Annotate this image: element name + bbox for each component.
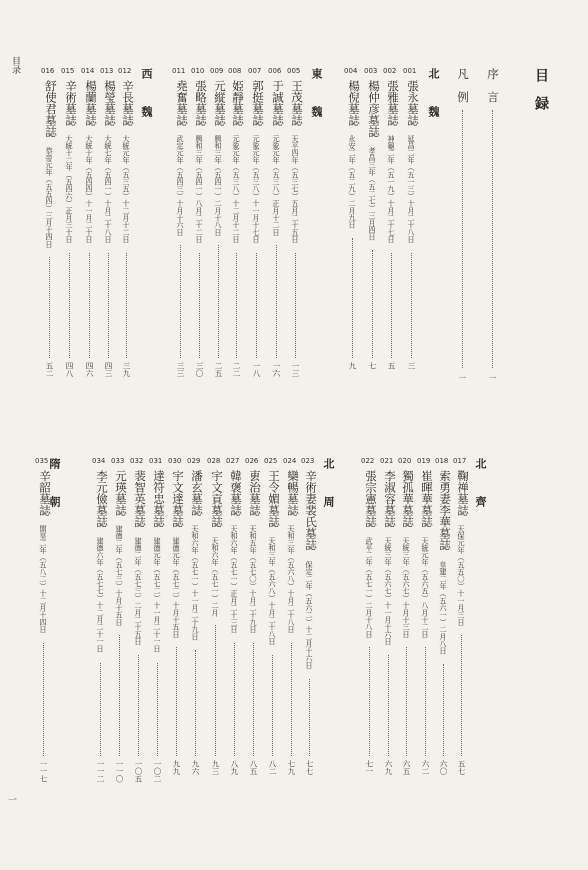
entry-page: 七 (368, 362, 377, 370)
entry-date: 天統三年（五六七）十一月十六日 (384, 537, 393, 645)
entry-date: 興和三年（五四一）八月二十二日 (195, 134, 204, 243)
dot-leader (89, 253, 90, 358)
entry-number: 008 (228, 67, 242, 75)
entry-date: 武定元年（五四三）十月十六日 (176, 134, 185, 236)
dot-leader (443, 664, 444, 756)
entry-page: 七九 (287, 760, 296, 775)
entry-page: 五二 (45, 362, 54, 377)
entry-date: 孝昌三年（五二七）三月四日 (368, 147, 377, 241)
entry-number: 019 (417, 457, 431, 465)
entry-date: 大統十年（五四四）十一月二十日 (85, 134, 94, 243)
dot-leader (462, 110, 463, 368)
entry-date: 天平四年（五三七）五月二十五日 (291, 134, 300, 243)
entry-number: 024 (283, 457, 297, 465)
entry-date: 保定二年（五六二）十二月十六日 (305, 561, 314, 670)
entry-page: 一八 (252, 362, 261, 377)
entry-date: 大統七年（五四一）十月二十八日 (104, 134, 113, 243)
dot-leader (256, 253, 257, 358)
entry-number: 033 (111, 457, 125, 465)
entry-title: 潘玄墓誌 (190, 470, 204, 516)
entry-title: 辛術墓誌 (64, 80, 78, 126)
entry-title: 達符忠墓誌 (152, 470, 166, 528)
entry-number: 035 (35, 457, 49, 465)
entry-title: 姫靜墓誌 (231, 80, 245, 126)
entry-date: 天統三年（五六七）十月十三日 (402, 537, 411, 638)
entry-date: 建德六年（五七七）十二月二十一日 (96, 537, 105, 653)
dot-leader (126, 253, 127, 358)
entry-title: 辛術妻裴氏墓誌 (304, 470, 318, 551)
entry-page: 五七 (457, 760, 466, 775)
dot-leader (199, 253, 200, 358)
entry-number: 028 (207, 457, 221, 465)
entry-date: 興和三年（五四一）二月十八日 (214, 134, 223, 236)
entry-title: 宇文達墓誌 (171, 470, 185, 528)
entry-title: 崔暉華墓誌 (420, 470, 434, 528)
entry-title: 獨孤華墓誌 (401, 470, 415, 528)
entry-title: 張略墓誌 (194, 80, 208, 126)
entry-number: 025 (264, 457, 278, 465)
dot-leader (461, 635, 462, 756)
entry-title: 李淑容墓誌 (383, 470, 397, 528)
dot-leader (119, 635, 120, 756)
entry-page: 六九 (384, 760, 393, 775)
dot-leader (406, 647, 407, 756)
entry-date: 天和六年（五七一）十一月二十九日 (191, 524, 200, 640)
entry-number: 026 (245, 457, 259, 465)
entry-title: 張永墓誌 (406, 80, 420, 126)
entry-title: 鞠禅墓誌 (456, 470, 470, 516)
dot-leader (492, 110, 493, 368)
entry-number: 006 (268, 67, 282, 75)
section-heading: 北 齊 (474, 458, 487, 515)
entry-date: 天和六年（五七一）二月 (211, 537, 220, 617)
entry-page: 九三 (211, 760, 220, 775)
entry-title: 張雅墓誌 (386, 80, 400, 126)
dot-leader (295, 253, 296, 358)
entry-page: 三〇 (195, 362, 204, 377)
entry-number: 016 (41, 67, 55, 75)
dot-leader (411, 253, 412, 358)
entry-title: 楊蘭墓誌 (84, 80, 98, 126)
entry-title: 王茂墓誌 (290, 80, 304, 126)
entry-page: 三 (407, 362, 416, 370)
entry-number: 009 (210, 67, 224, 75)
entry-date: 皇建二年（五六一）二月八日 (439, 561, 448, 655)
entry-title: 舒使君墓誌 (44, 80, 58, 138)
entry-number: 004 (344, 67, 358, 75)
entry-number: 011 (172, 67, 186, 75)
running-head: 目录 (10, 56, 20, 74)
entry-title: 辛韶墓誌 (38, 470, 52, 516)
entry-number: 003 (364, 67, 378, 75)
entry-number: 015 (61, 67, 75, 75)
entry-date: 武平二年（五七一）二月十八日 (365, 537, 374, 638)
entry-date: 天統元年（五六五）八月十二日 (421, 537, 430, 638)
entry-number: 017 (453, 457, 467, 465)
entry-page: 一一七 (39, 760, 48, 783)
entry-date: 元象元年（五三八）十二月十二日 (232, 134, 241, 243)
entry-date: 神龜二年（五一九）十月二十七日 (387, 134, 396, 243)
dot-leader (352, 238, 353, 358)
front-matter-title: 凡 例 (456, 68, 470, 103)
dot-leader (176, 647, 177, 756)
entry-number: 014 (81, 67, 95, 75)
entry-title: 索勇妻李華墓誌 (438, 470, 452, 551)
entry-page: 七七 (305, 760, 314, 775)
entry-date: 元象元年（五三八）十一月十七日 (252, 134, 261, 243)
dot-leader (291, 643, 292, 756)
front-matter-title: 序 言 (486, 68, 500, 103)
dot-leader (69, 253, 70, 358)
entry-number: 012 (118, 67, 132, 75)
dot-leader (100, 663, 101, 756)
entry-page: 六二 (421, 760, 430, 775)
entry-page: 五 (387, 362, 396, 370)
entry-title: 宇文貢墓誌 (210, 470, 224, 528)
entry-title: 欒暢墓誌 (286, 470, 300, 516)
entry-page: 八九 (230, 760, 239, 775)
entry-page: 二五 (214, 362, 223, 377)
entry-title: 楊仲彦墓誌 (367, 80, 381, 138)
entry-number: 022 (361, 457, 375, 465)
entry-page: 九九 (172, 760, 181, 775)
dot-leader (215, 625, 216, 756)
entry-date: 大統元年（五三五）十二月十二日 (122, 134, 131, 243)
entry-page: 一六 (272, 362, 281, 377)
entry-number: 021 (380, 457, 394, 465)
entry-date: 恭帝元年（五五四）三月十四日 (45, 147, 54, 248)
entry-number: 029 (187, 457, 201, 465)
dot-leader (218, 245, 219, 358)
entry-date: 建德元年（五七二）十月十五日 (172, 537, 181, 638)
page-title: 目録 (533, 68, 549, 124)
entry-date: 天保元年（五五〇）十一月三日 (457, 524, 466, 626)
entry-page: 二二 (232, 362, 241, 377)
front-matter-page: 一 (458, 374, 467, 382)
entry-page: 一〇二 (153, 760, 162, 783)
entry-title: 張宗憲墓誌 (364, 470, 378, 528)
entry-title: 裴智英墓誌 (133, 470, 147, 528)
dot-leader (43, 643, 44, 756)
entry-title: 元瑛墓誌 (114, 470, 128, 516)
entry-page: 四三 (104, 362, 113, 377)
entry-page: 九六 (191, 760, 200, 775)
dot-leader (372, 250, 373, 358)
section-heading: 北 魏 (427, 68, 440, 125)
entry-date: 天和六年（五七一）正月二十三日 (230, 524, 239, 633)
entry-date: 永安二年（五二九）二月九日 (348, 134, 357, 229)
entry-page: 四八 (65, 362, 74, 377)
dot-leader (253, 643, 254, 756)
entry-page: 一一〇 (115, 760, 124, 783)
entry-date: 建德二年（五七三）二月二十五日 (134, 537, 143, 645)
entry-date: 建德元年（五七二）十一月二十一日 (153, 537, 162, 653)
dot-leader (309, 679, 310, 756)
dot-leader (195, 650, 196, 756)
entry-date: 延昌二年（五一三）十月二十八日 (407, 134, 416, 243)
entry-number: 034 (92, 457, 106, 465)
entry-number: 020 (398, 457, 412, 465)
dot-leader (236, 253, 237, 358)
entry-page: 八二 (268, 760, 277, 775)
entry-date: 建德二年（五七三）十月十五日 (115, 524, 124, 626)
entry-page: 一〇五 (134, 760, 143, 783)
entry-page: 四六 (85, 362, 94, 377)
entry-date: 開皇二年（五八二）十二月十四日 (39, 524, 48, 633)
section-heading: 隋 朝 (48, 458, 61, 515)
dot-leader (157, 663, 158, 756)
dot-leader (180, 245, 181, 358)
entry-page: 三九 (122, 362, 131, 377)
entry-title: 楊瑩墓誌 (103, 80, 117, 126)
entry-page: 九 (348, 362, 357, 370)
entry-title: 堯奮墓誌 (175, 80, 189, 126)
section-heading: 東 魏 (310, 68, 323, 125)
entry-title: 郭挺墓誌 (251, 80, 265, 126)
entry-page: 三三 (176, 362, 185, 377)
dot-leader (388, 655, 389, 756)
entry-number: 005 (287, 67, 301, 75)
entry-page: 一一二 (96, 760, 105, 783)
section-heading: 西 魏 (140, 68, 153, 125)
entry-title: 李元儉墓誌 (95, 470, 109, 528)
dot-leader (369, 647, 370, 756)
dot-leader (276, 245, 277, 358)
dot-leader (234, 643, 235, 756)
entry-number: 002 (383, 67, 397, 75)
entry-title: 王令媚墓誌 (267, 470, 281, 528)
entry-title: 元縦墓誌 (213, 80, 227, 126)
front-matter-page: 一 (488, 374, 497, 382)
dot-leader (272, 655, 273, 756)
entry-page: 八五 (249, 760, 258, 775)
entry-title: 韓褒墓誌 (229, 470, 243, 516)
entry-number: 018 (435, 457, 449, 465)
entry-number: 031 (149, 457, 163, 465)
entry-number: 032 (130, 457, 144, 465)
entry-page: 一三 (291, 362, 300, 377)
entry-page: 七一 (365, 760, 374, 775)
dot-leader (425, 647, 426, 756)
entry-number: 013 (100, 67, 114, 75)
entry-title: 辛長墓誌 (121, 80, 135, 126)
entry-date: 元象元年（五三八）正月十二日 (272, 134, 281, 236)
dot-leader (108, 253, 109, 358)
entry-title: 叀治墓誌 (248, 470, 262, 516)
page-number: 一 (6, 795, 16, 804)
dot-leader (391, 253, 392, 358)
entry-date: 天和三年（五六八）十月二十八日 (287, 524, 296, 633)
dot-leader (49, 257, 50, 358)
entry-page: 六五 (402, 760, 411, 775)
entry-number: 027 (226, 457, 240, 465)
entry-page: 六〇 (439, 760, 448, 775)
entry-title: 于誠墓誌 (271, 80, 285, 126)
entry-number: 001 (403, 67, 417, 75)
entry-number: 007 (248, 67, 262, 75)
entry-date: 天和五年（五七〇）十月二十九日 (249, 524, 258, 633)
entry-number: 030 (168, 457, 182, 465)
entry-date: 大統十二年（五四六）正月三十日 (65, 134, 74, 243)
entry-number: 023 (301, 457, 315, 465)
entry-title: 楊倪墓誌 (347, 80, 361, 126)
entry-date: 天和三年（五六八）十月二十八日 (268, 537, 277, 645)
dot-leader (138, 655, 139, 756)
entry-number: 010 (191, 67, 205, 75)
section-heading: 北 周 (322, 458, 335, 515)
